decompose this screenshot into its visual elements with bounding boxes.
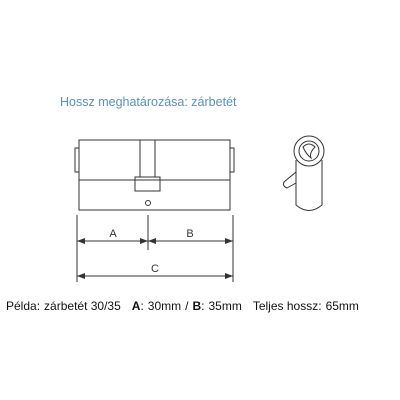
dimension-a-label: A	[109, 228, 117, 240]
cam-lever	[283, 172, 296, 188]
right-end-cap	[230, 148, 234, 172]
dimension-b-label: B	[186, 228, 194, 240]
profile-body	[296, 160, 322, 211]
example-a-value: 30mm	[147, 299, 182, 313]
example-colon: :	[36, 299, 41, 313]
example-a-key: A	[131, 299, 141, 313]
example-total-label: Teljes hossz	[252, 299, 319, 313]
example-total-value: 65mm	[325, 299, 359, 313]
cam-slot	[135, 140, 160, 191]
keyway-icon	[303, 144, 315, 158]
euro-cylinder-icon	[75, 140, 234, 210]
arrow-a-left	[77, 238, 85, 244]
arrow-b-right	[225, 238, 233, 244]
left-end-cap	[75, 148, 79, 172]
arrow-c-left	[77, 273, 85, 279]
example-b-value: 35mm	[208, 299, 242, 313]
dimension-c-label: C	[151, 263, 159, 275]
example-separator: /	[185, 299, 189, 313]
example-product: zárbetét 30/35	[44, 299, 121, 313]
fixing-screw-hole	[146, 201, 151, 206]
example-line: Példa: zárbetét 30/35 A: 30mm / B: 35mm Teljes hossz: 65mm	[6, 299, 359, 313]
arrow-a-right	[140, 238, 148, 244]
diagram-heading: Hossz meghatározása: zárbetét	[60, 95, 237, 109]
cylinder-lower-body	[79, 180, 230, 210]
arrow-c-right	[225, 273, 233, 279]
example-prefix: Példa	[6, 299, 37, 313]
arrow-b-left	[148, 238, 156, 244]
example-b-key: B	[192, 299, 202, 313]
keyhole-profile-icon	[283, 136, 324, 211]
